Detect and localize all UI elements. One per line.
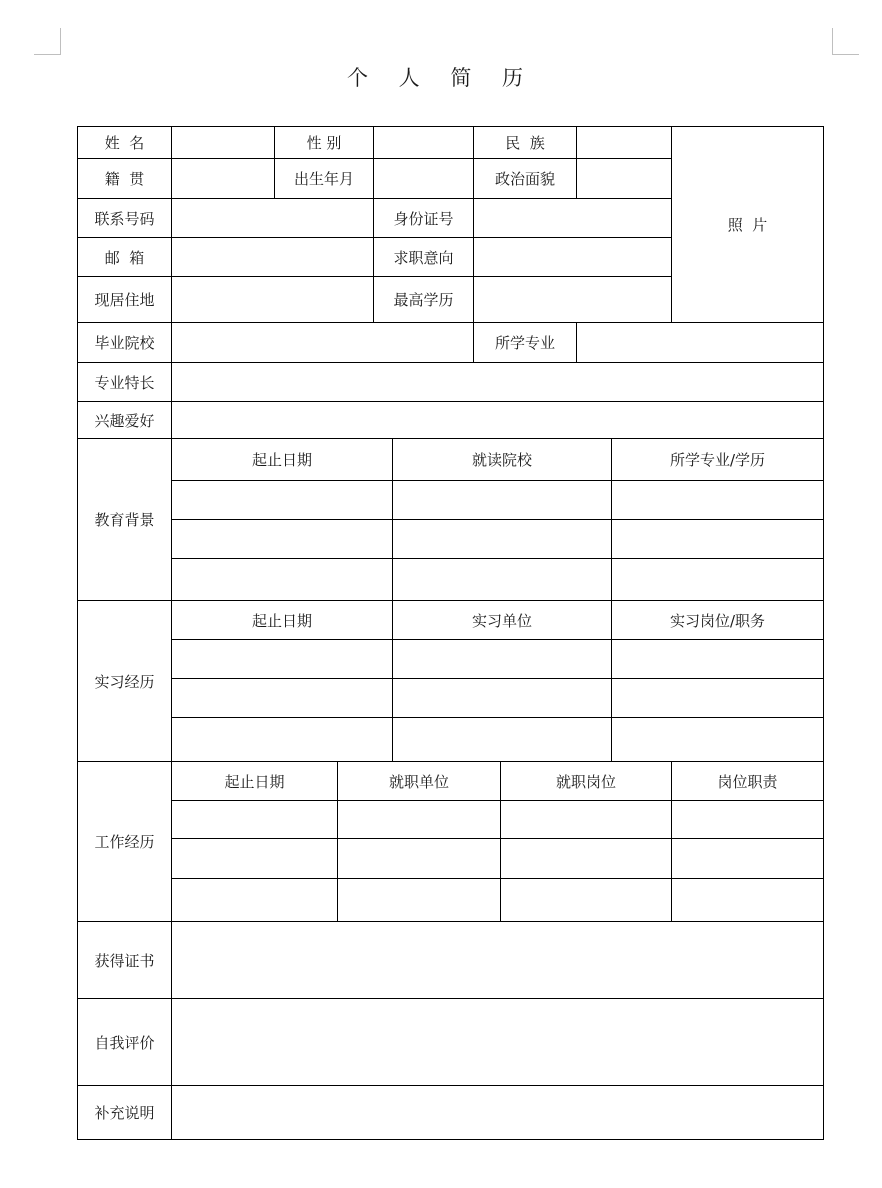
internship-section-label: 实习经历 — [94, 672, 155, 691]
work-section-label: 工作经历 — [94, 833, 155, 851]
work-header-company: 就职单位 — [388, 772, 449, 791]
page-corner-mark-left — [34, 28, 61, 55]
work-header-date: 起止日期 — [224, 772, 285, 791]
internship-header-date: 起止日期 — [251, 611, 312, 630]
name-label: 姓 名 — [104, 134, 145, 152]
work-header-position: 就职岗位 — [555, 772, 616, 791]
education-header-date: 起止日期 — [251, 451, 312, 469]
education-header-major: 所学专业/学历 — [669, 451, 766, 469]
photo-placeholder[interactable]: 照 片 — [727, 216, 768, 234]
specialty-label: 专业特长 — [94, 373, 155, 392]
hobbies-label: 兴趣爱好 — [94, 411, 155, 430]
page-corner-mark-right — [832, 28, 859, 55]
id-number-field[interactable] — [474, 199, 671, 237]
gender-field[interactable] — [374, 127, 473, 158]
native-place-label: 籍 贯 — [104, 170, 145, 188]
work-rows[interactable] — [172, 801, 823, 921]
school-field[interactable] — [172, 323, 473, 362]
self-evaluation-label: 自我评价 — [94, 1033, 155, 1052]
notes-field[interactable] — [172, 1086, 823, 1139]
work-header-duties: 岗位职责 — [717, 772, 778, 791]
email-field[interactable] — [172, 238, 373, 276]
education-rows[interactable] — [172, 481, 823, 600]
certificates-label: 获得证书 — [94, 951, 155, 970]
birth-date-field[interactable] — [374, 159, 473, 198]
education-section-label: 教育背景 — [94, 511, 155, 529]
education-header-school: 就读院校 — [471, 451, 532, 469]
id-number-label: 身份证号 — [393, 209, 454, 228]
notes-label: 补充说明 — [94, 1104, 155, 1122]
specialty-field[interactable] — [172, 363, 823, 401]
ethnicity-label: 民 族 — [505, 134, 545, 152]
phone-label: 联系号码 — [94, 209, 155, 228]
birth-date-label: 出生年月 — [293, 170, 354, 188]
school-label: 毕业院校 — [94, 334, 155, 352]
major-label: 所学专业 — [494, 334, 555, 352]
self-evaluation-field[interactable] — [172, 999, 823, 1085]
internship-rows[interactable] — [172, 640, 823, 761]
hobbies-field[interactable] — [172, 402, 823, 438]
phone-field[interactable] — [172, 199, 373, 237]
education-level-field[interactable] — [474, 277, 671, 322]
name-field[interactable] — [172, 127, 274, 158]
internship-header-position: 实习岗位/职务 — [669, 611, 766, 630]
address-field[interactable] — [172, 277, 373, 322]
gender-label: 性 别 — [306, 134, 342, 152]
certificates-field[interactable] — [172, 922, 823, 998]
ethnicity-field[interactable] — [577, 127, 671, 158]
native-place-field[interactable] — [172, 159, 274, 198]
internship-header-company: 实习单位 — [471, 611, 532, 630]
page-title: 个 人 简 历 — [346, 66, 536, 90]
political-status-field[interactable] — [577, 159, 671, 198]
major-field[interactable] — [577, 323, 823, 362]
job-intent-field[interactable] — [474, 238, 671, 276]
email-label: 邮 箱 — [104, 248, 145, 267]
political-status-label: 政治面貌 — [494, 170, 555, 188]
job-intent-label: 求职意向 — [393, 248, 454, 267]
address-label: 现居住地 — [94, 291, 155, 309]
education-level-label: 最高学历 — [393, 291, 454, 309]
